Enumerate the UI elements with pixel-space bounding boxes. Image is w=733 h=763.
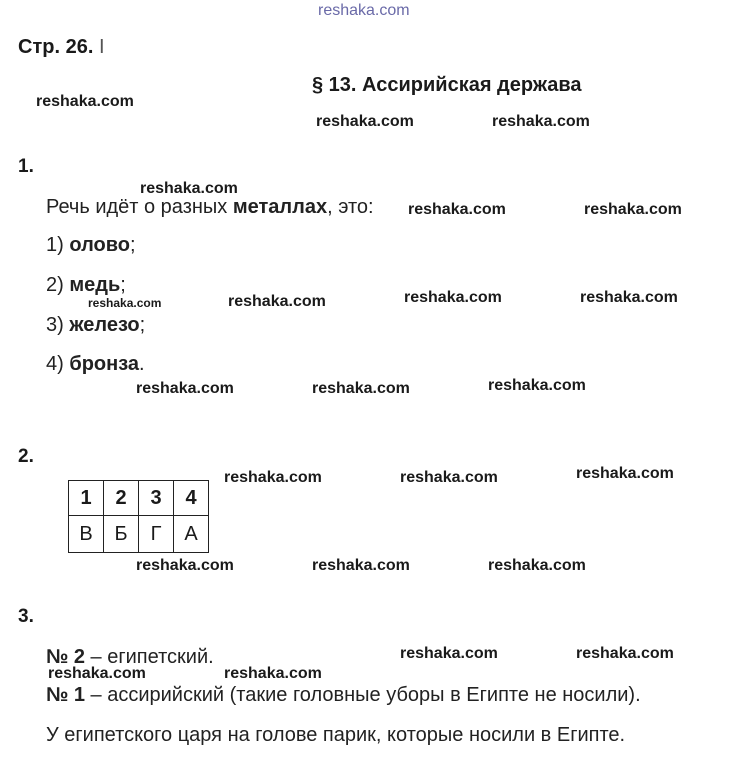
watermark: reshaka.com [224,469,322,486]
watermark: reshaka.com [224,665,322,682]
watermark: reshaka.com [312,557,410,574]
watermark: reshaka.com [316,113,414,130]
watermark: reshaka.com [580,289,678,306]
table-header-cell: 4 [174,481,209,516]
watermark: reshaka.com [408,201,506,218]
text-cursor: I [98,36,105,58]
watermark: reshaka.com [488,377,586,394]
question-3-line-3: У египетского царя на голове парик, которые носили в Египте. [46,724,626,746]
watermark: reshaka.com [136,380,234,397]
intro-suffix: , это: [327,196,374,218]
list-item [46,353,145,376]
item-number: 4) [46,353,70,375]
item-end: ; [120,274,126,296]
list-item [46,314,145,337]
item-number: 3) [46,314,70,336]
table-cell: А [174,516,209,553]
question-1-number: 1. [18,156,34,177]
watermark: reshaka.com [576,465,674,482]
item-number: 2) [46,274,70,296]
line-text: – ассирийский (такие головные уборы в Египте не носили). [84,684,641,706]
watermark: reshaka.com [136,557,234,574]
watermark: reshaka.com [576,645,674,662]
watermark: reshaka.com [140,180,238,197]
item-word: бронза [69,353,140,375]
table-row [69,516,209,553]
page-ref [18,36,105,59]
table-header-cell: 2 [104,481,139,516]
watermark: reshaka.com [88,296,162,310]
item-word: железо [69,314,140,336]
watermark: reshaka.com [404,289,502,306]
table-cell: Б [104,516,139,553]
answer-table [68,480,209,553]
watermark: reshaka.com [36,93,134,110]
question-3-line-2 [46,684,641,707]
question-2-number: 2. [18,446,34,467]
watermark: reshaka.com [312,380,410,397]
watermark: reshaka.com [48,665,146,682]
item-word: олово [69,234,130,256]
item-end: ; [139,314,146,336]
table-cell: Г [139,516,174,553]
watermark: reshaka.com [488,557,586,574]
watermark: reshaka.com [400,469,498,486]
table-header-cell: 3 [139,481,174,516]
table-cell: В [69,516,104,553]
watermark: reshaka.com [228,293,326,310]
item-word: медь [69,274,121,296]
list-item [46,234,136,257]
table-header-cell: 1 [69,481,104,516]
table-header-row [69,481,209,516]
item-end: . [139,353,145,375]
page-ref-text: Стр. 26. [18,36,94,58]
item-end: ; [129,234,136,256]
question-1-intro [46,196,374,219]
intro-bold: металлах [232,196,328,218]
line-bold: № 1 [46,684,85,706]
list-item [46,274,126,297]
section-heading: § 13. Ассирийская держава [312,74,582,96]
item-number: 1) [46,234,70,256]
watermark-top: reshaka.com [318,2,410,19]
watermark: reshaka.com [492,113,590,130]
question-3-number: 3. [18,606,34,627]
line-bold: № 2 [46,646,85,668]
watermark: reshaka.com [400,645,498,662]
intro-prefix: Речь идёт о разных [46,196,233,218]
line-text: – египетский. [84,646,214,668]
watermark: reshaka.com [584,201,682,218]
